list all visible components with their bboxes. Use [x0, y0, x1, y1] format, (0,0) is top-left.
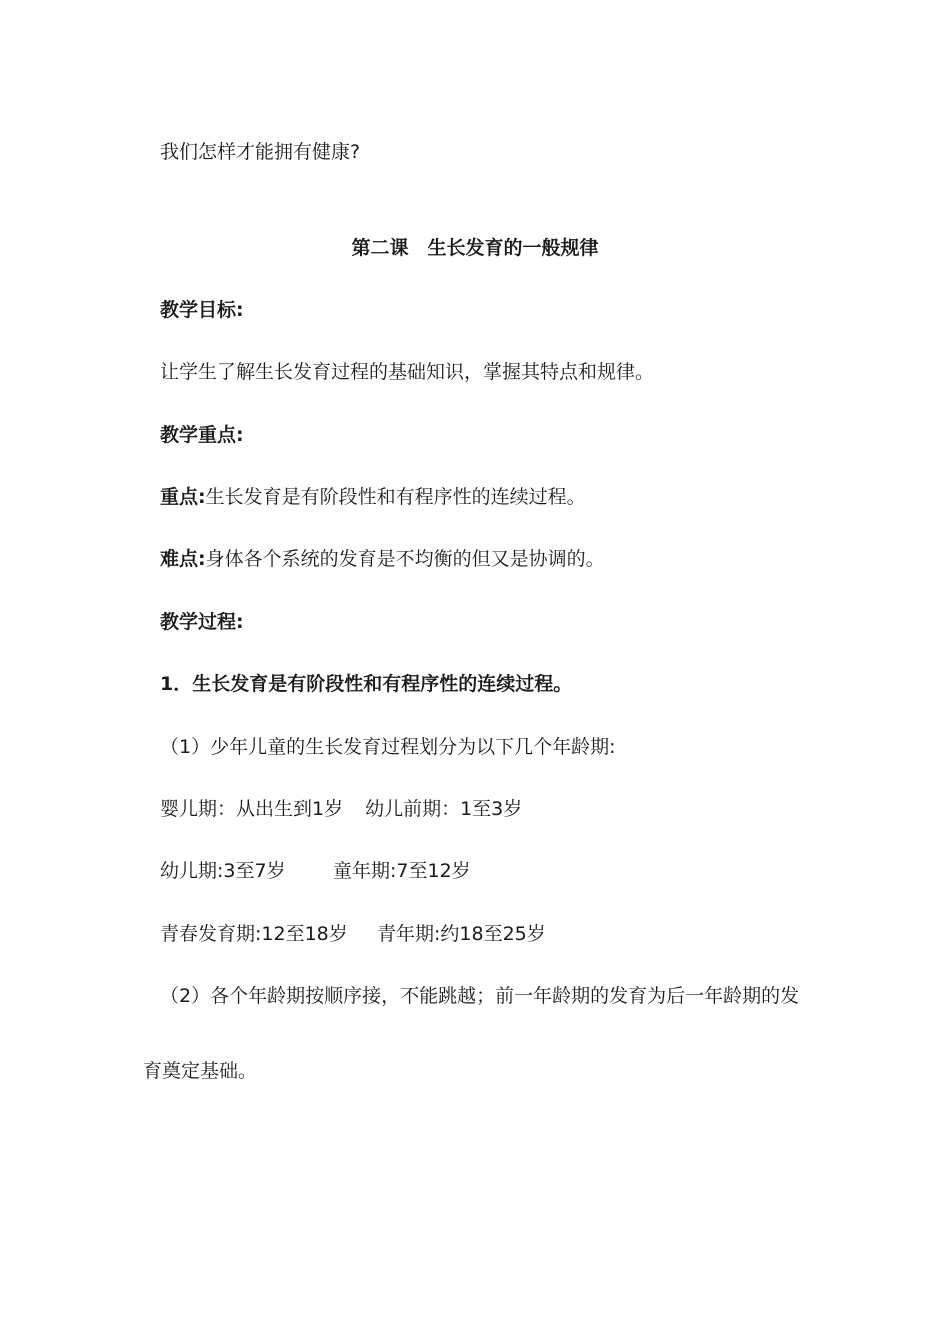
- stages-row-3-right: [377, 921, 546, 947]
- key-point-line: [160, 484, 586, 510]
- process-heading: 教学过程:: [160, 611, 244, 633]
- stages-row-1: [160, 796, 522, 822]
- goal-text: 让学生了解生长发育过程的基础知识，掌握其特点和规律。: [160, 361, 655, 383]
- stage-youth: 青年期:约18至25岁: [377, 923, 546, 945]
- key-heading: 教学重点:: [160, 424, 244, 446]
- lesson-title: 第二课 生长发育的一般规律: [351, 237, 599, 259]
- goal-heading: 教学目标:: [160, 299, 244, 321]
- stage-infancy: 婴儿期：从出生到1岁: [160, 798, 344, 820]
- stage-preschool: 幼儿期:3至7岁: [160, 860, 286, 882]
- difficulty-label: 难点:: [160, 548, 206, 570]
- stage-adolescence: 青春发育期:12至18岁: [160, 923, 348, 945]
- difficulty-line: [160, 546, 605, 572]
- item2-text-line1: （2）各个年龄期按顺序接，不能跳越；前一年龄期的发育为后一年龄期的发: [160, 985, 800, 1007]
- question-text: 我们怎样才能拥有健康?: [160, 141, 361, 163]
- stages-row-2-right: [333, 858, 471, 884]
- section1-title: 1．生长发育是有阶段性和有程序性的连续过程。: [160, 673, 573, 695]
- stages-row-3: [160, 921, 348, 947]
- item2-text-line2: 育奠定基础。: [143, 1060, 258, 1082]
- stage-toddler: 幼儿前期：1至3岁: [365, 798, 523, 820]
- key-point-text: 生长发育是有阶段性和有程序性的连续过程。: [205, 486, 586, 508]
- item1-text: （1）少年儿童的生长发育过程划分为以下几个年龄期:: [160, 736, 616, 758]
- stages-row-2: [160, 858, 286, 884]
- stage-childhood: 童年期:7至12岁: [333, 860, 471, 882]
- difficulty-text: 身体各个系统的发育是不均衡的但又是协调的。: [205, 548, 605, 570]
- key-point-label: 重点:: [160, 486, 206, 508]
